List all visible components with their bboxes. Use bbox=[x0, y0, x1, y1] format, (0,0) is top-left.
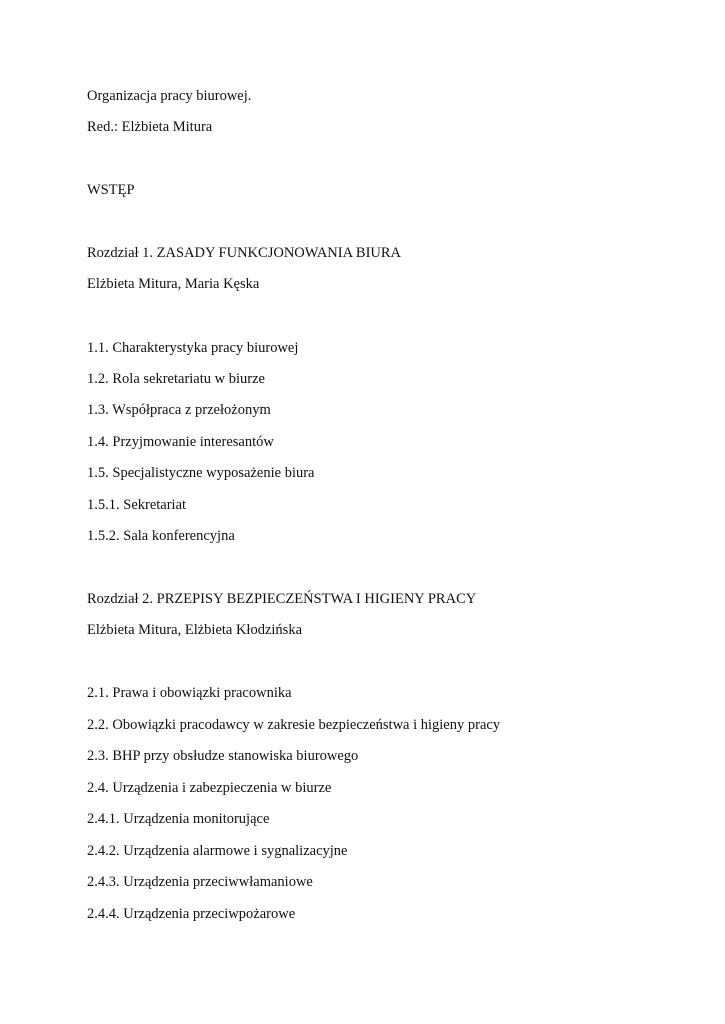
toc-item-2-1: 2.1. Prawa i obowiązki pracownika bbox=[87, 685, 292, 701]
toc-item-1-5-2: 1.5.2. Sala konferencyjna bbox=[87, 528, 235, 544]
document-editor: Red.: Elżbieta Mitura bbox=[87, 119, 213, 135]
chapter-1-heading: Rozdział 1. ZASADY FUNKCJONOWANIA BIURA bbox=[87, 245, 402, 261]
toc-item-1-5-1: 1.5.1. Sekretariat bbox=[87, 497, 187, 513]
toc-item-1-4: 1.4. Przyjmowanie interesantów bbox=[87, 434, 274, 450]
chapter-2-authors: Elżbieta Mitura, Elżbieta Kłodzińska bbox=[87, 622, 303, 638]
toc-item-1-1: 1.1. Charakterystyka pracy biurowej bbox=[87, 340, 299, 356]
toc-item-1-3: 1.3. Współpraca z przełożonym bbox=[87, 402, 271, 418]
toc-item-2-3: 2.3. BHP przy obsłudze stanowiska biurowego bbox=[87, 748, 359, 764]
toc-item-2-4: 2.4. Urządzenia i zabezpieczenia w biurze bbox=[87, 780, 332, 796]
toc-item-2-2: 2.2. Obowiązki pracodawcy w zakresie bezpieczeństwa i higieny pracy bbox=[87, 717, 501, 733]
intro-heading: WSTĘP bbox=[87, 182, 135, 198]
toc-item-2-4-3: 2.4.3. Urządzenia przeciwwłamaniowe bbox=[87, 874, 313, 890]
document-title: Organizacja pracy biurowej. bbox=[87, 88, 252, 104]
chapter-1-authors: Elżbieta Mitura, Maria Kęska bbox=[87, 276, 260, 292]
toc-item-2-4-2: 2.4.2. Urządzenia alarmowe i sygnalizacyjne bbox=[87, 843, 348, 859]
toc-item-2-4-1: 2.4.1. Urządzenia monitorujące bbox=[87, 811, 270, 827]
toc-item-2-4-4: 2.4.4. Urządzenia przeciwpożarowe bbox=[87, 906, 296, 922]
toc-item-1-2: 1.2. Rola sekretariatu w biurze bbox=[87, 371, 265, 387]
toc-item-1-5: 1.5. Specjalistyczne wyposażenie biura bbox=[87, 465, 315, 481]
chapter-2-heading: Rozdział 2. PRZEPISY BEZPIECZEŃSTWA I HIGIENY PRACY bbox=[87, 591, 477, 607]
